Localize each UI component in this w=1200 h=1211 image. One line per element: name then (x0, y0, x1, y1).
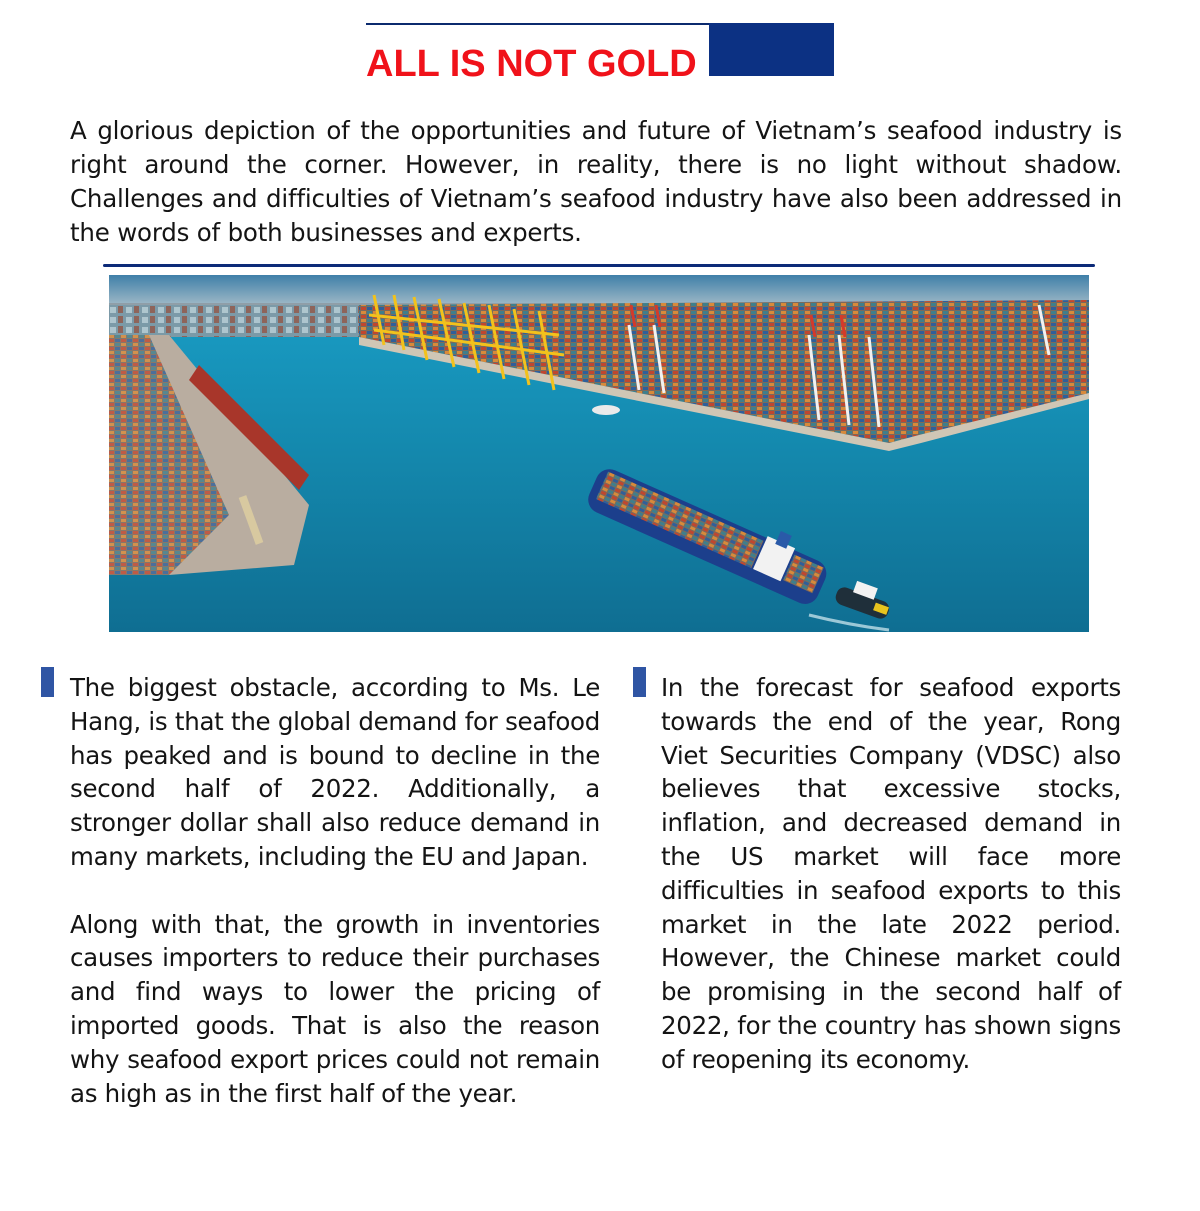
header-accent-block (709, 23, 834, 76)
right-paragraph-1: In the forecast for seafood exports towards the end of the year, Rong Viet Securities Company (VDSC) also believes that excessive stocks, inflation, and decreased demand in the US market will face more difficulties in seafood exports to this market in the late 2022 period. However, the Chinese market could be promising in the second half of 2022, for the country has shown signs of reopening its economy. (661, 673, 1121, 1074)
intro-paragraph: A glorious depiction of the opportunities and future of Vietnam’s seafood industry is right around the corner. However, in reality, there is no light without shadow. Challenges and difficulties of Vietnam’s seafood industry have also been addressed in the words of both businesses and experts. (70, 116, 1122, 247)
right-column-accent-bar (633, 667, 646, 697)
page-title: ALL IS NOT GOLD (366, 43, 697, 85)
right-column (661, 671, 1121, 1077)
left-paragraph-1: The biggest obstacle, according to Ms. Le Hang, is that the global demand for seafood has peaked and is bound to decline in the second half of 2022. Additionally, a stronger dollar shall also reduce demand in many markets, including the EU and Japan. (70, 673, 600, 871)
header-rule (366, 23, 709, 25)
left-paragraph-2: Along with that, the growth in inventories causes importers to reduce their purchases and find ways to lower the pricing of imported goods. That is also the reason why seafood export prices could not remain as high as in the first half of the year. (70, 909, 600, 1108)
aerial-port-photo (109, 275, 1089, 632)
section-divider (103, 264, 1095, 267)
left-column-accent-bar (41, 667, 54, 697)
left-column (70, 671, 600, 1110)
